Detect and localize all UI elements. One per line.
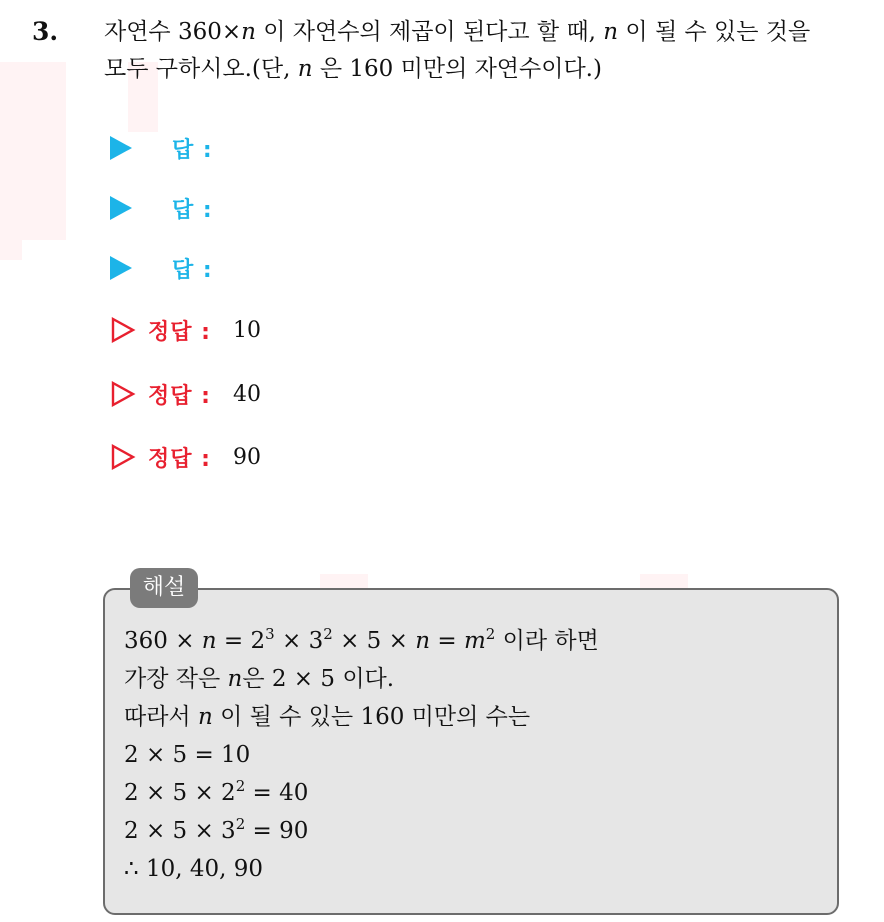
correct-answer-label: 정답 : — [148, 446, 211, 472]
explanation-fragment: 이라 하면 — [495, 628, 599, 654]
question-text-fragment: 이 될 수 있는 것을 — [618, 19, 811, 45]
math-variable: n — [603, 19, 619, 45]
play-triangle-icon — [110, 196, 132, 220]
answer-label: 답 : — [172, 197, 213, 223]
outline-triangle-icon — [110, 444, 136, 470]
question-text — [104, 14, 864, 88]
correct-answer-value: 10 — [232, 317, 261, 343]
exponent: 2 — [235, 777, 246, 795]
explanation-line-5 — [124, 774, 824, 812]
play-triangle-icon — [110, 256, 132, 280]
explanation-line-6 — [124, 812, 824, 850]
explanation-line-3 — [124, 698, 824, 736]
explanation-line-2 — [124, 660, 824, 698]
math-variable: m — [463, 628, 486, 654]
math-variable: n — [241, 19, 256, 45]
explanation-fragment: × 3 — [274, 628, 324, 654]
exponent: 2 — [485, 625, 496, 643]
explanation-body — [124, 622, 824, 888]
explanation-fragment: 이 될 수 있는 160 미만의 수는 — [212, 704, 531, 730]
answer-row[interactable] — [110, 251, 213, 285]
explanation-fragment: 따라서 — [124, 704, 198, 730]
explanation-line-7: ∴ 10, 40, 90 — [124, 856, 263, 882]
exponent: 2 — [235, 815, 246, 833]
explanation-fragment: 360 × — [124, 628, 202, 654]
correct-answer-row — [110, 312, 261, 348]
explanation-line-1 — [124, 622, 824, 660]
outline-triangle-icon — [110, 317, 136, 343]
correct-answer-value: 90 — [232, 444, 261, 470]
question-number: 3. — [32, 17, 59, 46]
math-variable: n — [227, 666, 243, 692]
answer-row[interactable] — [110, 191, 213, 225]
answer-label: 답 : — [172, 257, 213, 283]
exponent: 2 — [323, 625, 333, 643]
explanation-fragment: = 90 — [245, 818, 309, 844]
explanation-fragment: = 2 — [216, 628, 266, 654]
math-variable: n — [197, 704, 213, 730]
correct-answer-value: 40 — [232, 381, 261, 407]
play-triangle-icon — [110, 136, 132, 160]
explanation-fragment: = — [430, 628, 464, 654]
outline-triangle-icon — [110, 381, 136, 407]
math-variable: n — [201, 628, 217, 654]
correct-answer-row — [110, 439, 261, 475]
explanation-fragment: 2 × 5 × 2 — [124, 780, 236, 806]
question-text-fragment: 이 자연수의 제곱이 된다고 할 때, — [255, 19, 604, 45]
explanation-fragment: 은 2 × 5 이다. — [242, 666, 395, 692]
background-patch — [0, 240, 22, 260]
explanation-line-4: 2 × 5 = 10 — [124, 742, 251, 768]
question-text-fragment: 모두 구하시오.(단, — [104, 56, 298, 82]
correct-answer-label: 정답 : — [148, 319, 211, 345]
background-patch — [0, 62, 66, 240]
answer-label: 답 : — [172, 137, 213, 163]
explanation-tab: 해설 — [130, 568, 198, 608]
math-variable: n — [297, 56, 313, 82]
correct-answer-label: 정답 : — [148, 383, 211, 409]
explanation-fragment: × 5 × — [332, 628, 416, 654]
exponent: 3 — [265, 625, 275, 643]
explanation-fragment: = 40 — [245, 780, 309, 806]
correct-answer-row — [110, 376, 261, 412]
explanation-fragment: 2 × 5 × 3 — [124, 818, 236, 844]
question-line-2 — [104, 51, 864, 88]
question-line-1 — [104, 14, 864, 51]
question-text-fragment: 은 160 미만의 자연수이다.) — [312, 56, 602, 82]
math-variable: n — [415, 628, 431, 654]
question-text-fragment: 자연수 360× — [104, 19, 242, 45]
explanation-fragment: 가장 작은 — [124, 666, 228, 692]
answer-row[interactable] — [110, 131, 213, 165]
